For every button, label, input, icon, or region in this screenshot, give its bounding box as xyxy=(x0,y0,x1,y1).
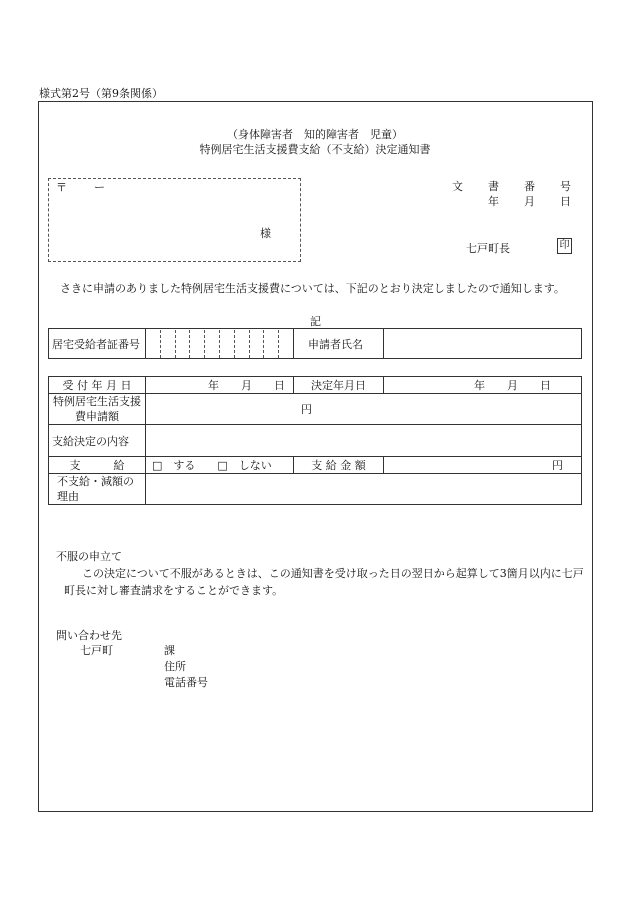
appeal-heading: 不服の申立て xyxy=(56,550,122,563)
postal-mark: 〒 xyxy=(56,181,67,194)
honorific-sama: 様 xyxy=(260,227,271,240)
doc-no-char: 番 xyxy=(524,180,535,193)
mayor-name: 七戸町長 xyxy=(466,242,510,255)
digit-cell xyxy=(205,330,220,358)
payment-options[interactable]: □ する □ しない xyxy=(146,457,294,474)
postal-dash: ー xyxy=(94,181,105,194)
title-line-1: （身体障害者 知的障害者 児童） xyxy=(227,128,403,141)
digit-cell xyxy=(146,330,161,358)
form-number-label: 様式第2号（第9条関係） xyxy=(39,87,163,100)
received-date-label: 受 付 年 月 日 xyxy=(49,377,146,394)
digit-cell xyxy=(190,330,205,358)
appeal-text: この決定について不服があるときは、この通知書を受け取った日の翌日から起算して3箇月以内に七戸町長に対し審査請求をすることができます。 xyxy=(64,567,584,597)
payment-amount-value[interactable]: 円 xyxy=(384,457,582,474)
issue-date xyxy=(488,193,596,209)
seal-mark: 印 xyxy=(557,238,572,254)
doc-no-char: 書 xyxy=(488,180,499,193)
year-label: 年 xyxy=(488,195,499,208)
certificate-table xyxy=(48,328,582,359)
digit-cell xyxy=(264,330,279,358)
contact-town: 七戸町 xyxy=(80,644,113,657)
non-payment-reason-label: 不支給・減額の理由 xyxy=(49,474,146,505)
application-amount-label: 特例居宅生活支援費申請額 xyxy=(49,394,146,425)
decision-date-value[interactable]: 年 月 日 xyxy=(384,377,582,394)
cert-number-label: 居宅受給者証番号 xyxy=(49,329,146,359)
application-amount-value[interactable]: 円 xyxy=(146,394,582,425)
contact-phone: 電話番号 xyxy=(164,676,208,689)
digit-cell xyxy=(161,330,176,358)
intro-text: さきに申請のありました特例居宅生活支援費については、下記のとおり決定しましたので通知します。 xyxy=(60,282,565,295)
non-payment-reason-value[interactable] xyxy=(146,474,582,505)
decision-table xyxy=(48,376,582,505)
decision-content-label: 支給決定の内容 xyxy=(49,425,146,457)
digit-cell xyxy=(220,330,235,358)
cert-number-digits[interactable] xyxy=(146,329,294,359)
ki-heading: 記 xyxy=(310,315,321,328)
contact-address: 住所 xyxy=(164,660,186,673)
contact-section: 課 xyxy=(164,644,175,657)
day-label: 日 xyxy=(560,195,571,208)
payment-amount-label: 支 給 金 額 xyxy=(294,457,384,474)
applicant-name-label: 申請者氏名 xyxy=(294,329,384,359)
payment-label: 支 給 xyxy=(49,457,146,474)
digit-cells xyxy=(146,330,293,358)
document-title: 特例居宅生活支援費支給（不支給）決定通知書 xyxy=(199,143,431,156)
document-number xyxy=(452,178,596,194)
doc-no-char: 文 xyxy=(452,180,463,193)
digit-cell xyxy=(279,330,293,358)
address-box xyxy=(48,178,301,262)
applicant-name-field[interactable] xyxy=(384,329,582,359)
month-label: 月 xyxy=(524,195,535,208)
digit-cell xyxy=(176,330,191,358)
digit-cell xyxy=(235,330,250,358)
received-date-value[interactable]: 年 月 日 xyxy=(146,377,294,394)
contact-heading: 問い合わせ先 xyxy=(56,629,122,642)
digit-cell xyxy=(250,330,265,358)
doc-no-char: 号 xyxy=(560,180,571,193)
decision-content-value[interactable] xyxy=(146,425,582,457)
decision-date-label: 決定年月日 xyxy=(294,377,384,394)
